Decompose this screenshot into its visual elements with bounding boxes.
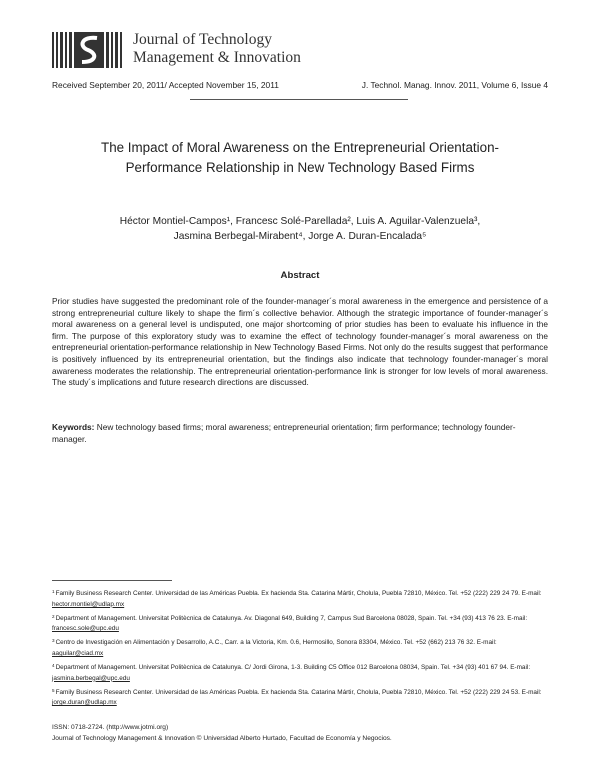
footnote (52, 686, 548, 709)
footnote-number: 2 (52, 613, 55, 619)
footnote-text: Family Business Research Center. Universidad de las Américas Puebla. Ex hacienda Sta. Catarina Mártir, Cholula, Puebla 72810, México. Tel. +52 (222) 229 24 79. E-mail: (55, 590, 542, 597)
footnote-number: 5 (52, 687, 55, 693)
keywords-text: New technology based firms; moral awareness; entrepreneurial orientation; firm performance; technology founder-manager. (52, 422, 516, 444)
authors-line2: Jasmina Berbegal-Mirabent⁴, Jorge A. Duran-Encalada⁵ (173, 231, 427, 242)
received-date: Received September 20, 2011/ Accepted November 15, 2011 (52, 80, 279, 90)
footnote-number: 3 (52, 638, 55, 644)
page-footer (52, 723, 552, 744)
issn: ISSN: 0718-2724. (http://www.jotmi.org) (52, 724, 169, 731)
author-list (60, 214, 540, 244)
citation: J. Technol. Manag. Innov. 2011, Volume 6, Issue 4 (361, 80, 548, 90)
footnote-number: 1 (52, 589, 55, 594)
journal-name-line2: Management & Innovation (133, 49, 301, 66)
footnote-text: Centro de Investigación en Alimentación y Desarrollo, A.C., Carr. a la Victoria, Km. 0.6, Hermosillo, Sonora 83304, México. Tel. +52 (662) 213 76 32. E-mail: (55, 639, 497, 647)
footnote (52, 612, 548, 635)
footnote-divider (52, 580, 172, 581)
footnotes (52, 587, 548, 710)
footnote-email[interactable]: francesc.sole@upc.edu (52, 625, 119, 633)
footnote-email[interactable]: jasmina.berbegal@upc.edu (52, 674, 130, 682)
journal-name-line1: Journal of Technology (133, 31, 272, 48)
footnote-email[interactable]: aaguilar@ciad.mx (52, 649, 104, 657)
footnote (52, 587, 548, 610)
footnote-email[interactable]: hector.montiel@udlap.mx (52, 600, 125, 608)
abstract-text: Prior studies have suggested the predominant role of the founder-manager´s moral awareness in the emergence and persistence of a strong entrepreneurial culture likely to shape the firm´s collective behavior. Although the strategic importance of founder-manager´s moral awareness on a general level is undisputed, one major shortcoming of prior studies has been to evaluate his influence in the firm. The purpose of this exploratory study was to examine the effect of technology founder-manager´s moral awareness on the entrepreneurial orientation-performance relationship in New Technology Based Firms. Not only do the results suggest that performance is positively influenced by its entrepreneurial orientation, but the findings also indicate that technology founder-manager´s moral awareness moderates the relationship. The entrepreneurial orientation-performance link is stronger for low levels of moral awareness. The study´s implications and future research directions are discussed. (52, 296, 548, 388)
footnote (52, 661, 548, 684)
footnote-text: Department of Management. Universitat Politècnica de Catalunya. C/ Jordi Girona, 1-3. Building C5 Office 012 Barcelona 08034, Spain. Tel. +34 (93) 401 67 94. E-mail: (55, 664, 531, 672)
footnote-text: Family Business Research Center. Universidad de las Américas Puebla. Ex hacienda Sta. Catarina Mártir, Cholula, Puebla 72810, México. Tel. +52 (222) 229 24 53. E-mail: (55, 688, 542, 696)
authors-line1: Héctor Montiel-Campos¹, Francesc Solé-Parellada², Luis A. Aguilar-Valenzuela³, (119, 216, 481, 227)
footnote-email[interactable]: jorge.duran@udlap.mx (52, 699, 117, 707)
keywords-label: Keywords: (52, 422, 95, 432)
footnote-text: Department of Management. Universitat Politècnica de Catalunya. Av. Diagonal 649, Building 7, Campus Sud Barcelona 08028, Spain. Tel. +34 (93) 413 76 23. E-mail: (55, 614, 528, 622)
journal-name (133, 31, 301, 67)
paper-title-line2: Performance Relationship in New Technology Based Firms (125, 160, 475, 175)
paper-title-line1: The Impact of Moral Awareness on the Entrepreneurial Orientation- (101, 140, 499, 155)
journal-logo-icon (52, 30, 127, 70)
paper-title (60, 138, 540, 178)
footnote-number: 4 (52, 663, 55, 669)
footnote (52, 636, 548, 659)
keywords (52, 422, 548, 445)
header-divider (190, 99, 408, 100)
abstract-heading: Abstract (280, 270, 320, 281)
copyright: Journal of Technology Management & Innovation © Universidad Alberto Hurtado, Facultad de Economía y Negocios. (52, 734, 392, 742)
